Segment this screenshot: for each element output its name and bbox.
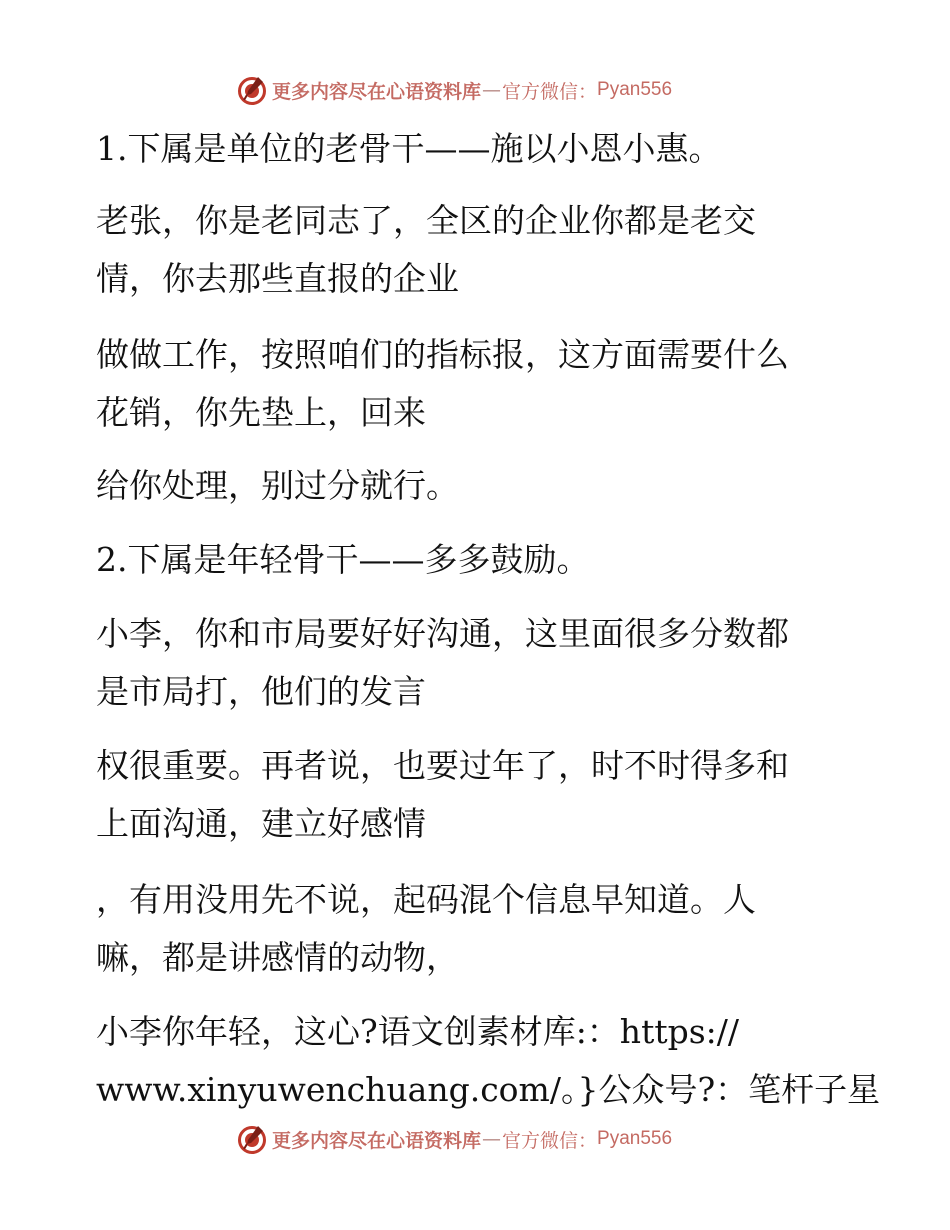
header-banner xyxy=(236,73,672,107)
text-line: 是市局打，他们的发言 xyxy=(96,672,426,711)
banner-separator: — xyxy=(482,1128,502,1150)
text-line: 小李，你和市局要好好沟通，这里面很多分数都 xyxy=(96,614,789,653)
banner-wechat-label: 官方微信： xyxy=(502,1129,598,1152)
text-line: 嘛，都是讲感情的动物， xyxy=(96,938,459,977)
text-line: 2.下属是年轻骨干——多多鼓励。 xyxy=(96,540,590,579)
quill-logo-icon xyxy=(236,74,268,106)
banner-separator: — xyxy=(482,79,502,101)
text-line: 做做工作，按照咱们的指标报，这方面需要什么 xyxy=(96,335,789,374)
text-line: 给你处理，别过分就行。 xyxy=(96,466,459,505)
text-line: 情，你去那些直报的企业 xyxy=(96,259,459,298)
quill-logo-icon xyxy=(236,1123,268,1155)
text-line: ，有用没用先不说，起码混个信息早知道。人 xyxy=(96,880,756,919)
banner-wechat-label: 官方微信： xyxy=(502,80,598,103)
text-line: 老张，你是老同志了，全区的企业你都是老交 xyxy=(96,201,756,240)
banner-wechat-id: Pyan556 xyxy=(597,1128,673,1149)
banner-title: 更多内容尽在心语资料库 xyxy=(272,1129,482,1152)
text-line: www.xinyuwenchuang.com/。}公众号?：笔杆子星 xyxy=(96,1070,881,1109)
banner-title: 更多内容尽在心语资料库 xyxy=(272,80,482,103)
text-line: 权很重要。再者说，也要过年了，时不时得多和 xyxy=(96,746,789,785)
banner-wechat-id: Pyan556 xyxy=(597,79,673,100)
footer-banner xyxy=(236,1122,672,1156)
text-line: 花销，你先垫上，回来 xyxy=(96,393,426,432)
text-line: 上面沟通，建立好感情 xyxy=(96,804,426,843)
text-line: 1.下属是单位的老骨干——施以小恩小惠。 xyxy=(96,129,722,168)
text-line: 小李你年轻，这心?语文创素材库:：https:// xyxy=(96,1012,740,1051)
